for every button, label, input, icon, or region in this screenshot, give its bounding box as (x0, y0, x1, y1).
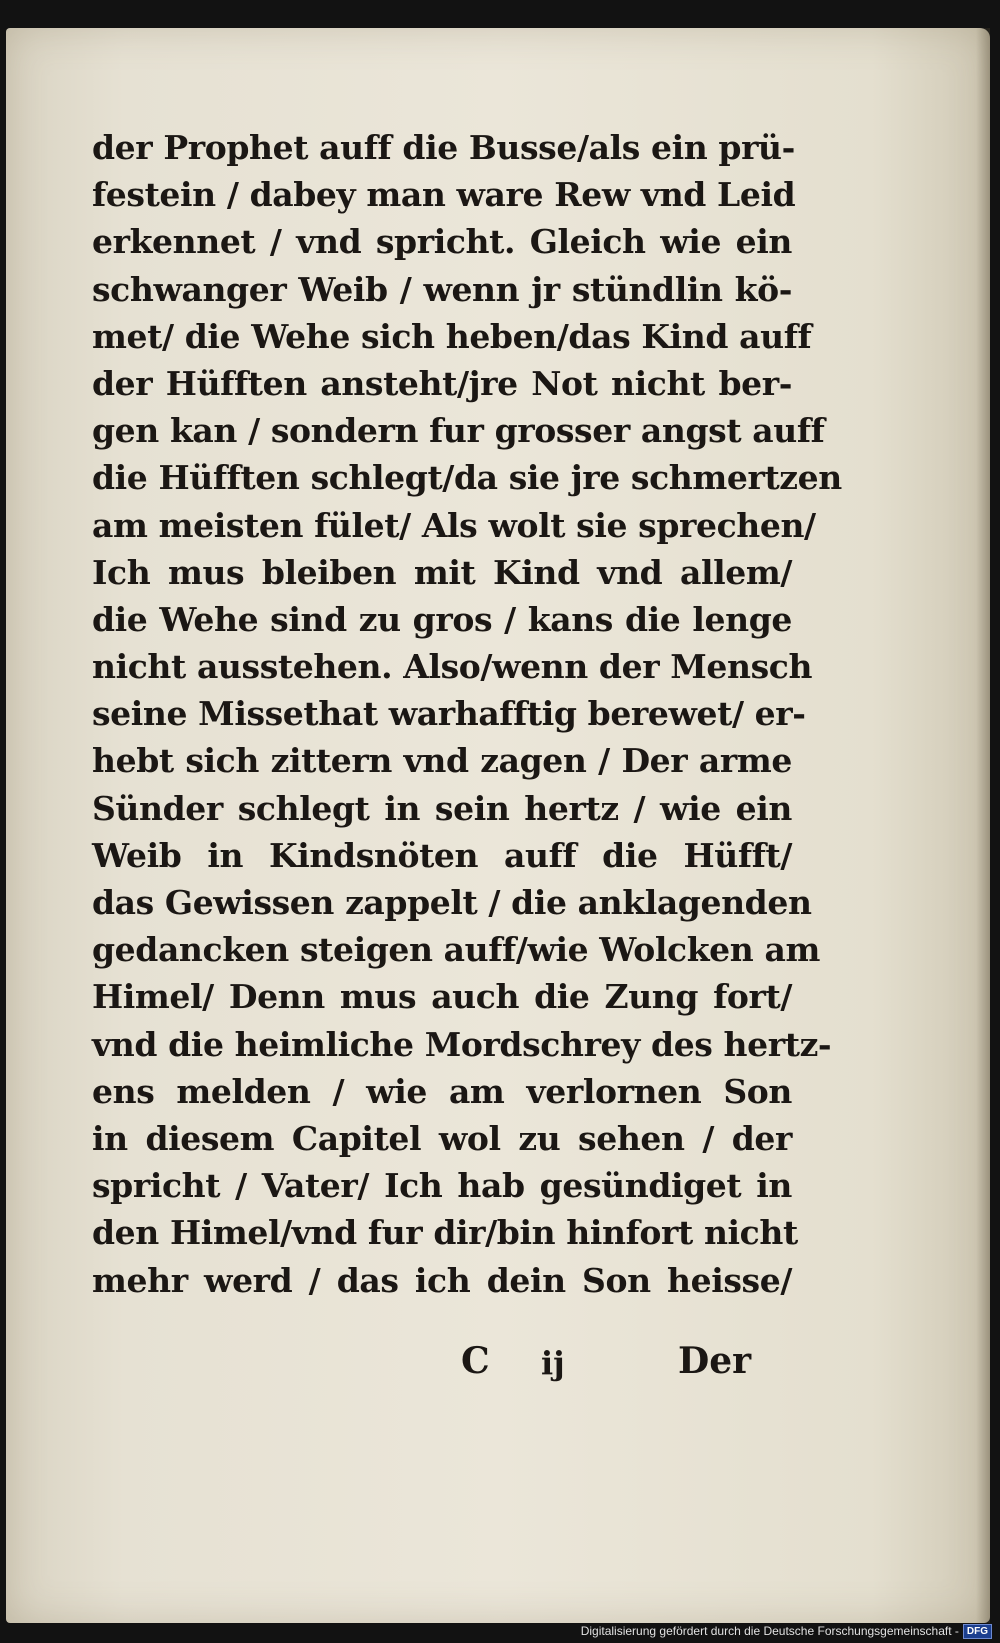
signature-line (6, 1340, 990, 1400)
text-line: schwanger Weib / wenn jr stündlin kö- (92, 269, 792, 309)
signature-mark: C (461, 1340, 490, 1382)
text-line: in diesem Capitel wol zu sehen / der (92, 1118, 792, 1158)
catchword: Der (678, 1340, 752, 1382)
text-line: seine Missethat warhafftig berewet/ er- (92, 694, 806, 734)
text-line: Ich mus bleiben mit Kind vnd allem/ (92, 552, 792, 592)
dfg-logo-icon: DFG (963, 1624, 992, 1639)
text-line: am meisten fület/ Als wolt sie sprechen/ (92, 505, 816, 545)
book-page (6, 28, 990, 1623)
signature-number: ij (541, 1344, 565, 1382)
text-line: met/ die Wehe sich heben/das Kind auff (92, 316, 812, 356)
text-line: ens melden / wie am verlornen Son (92, 1071, 792, 1111)
text-line: vnd die heimliche Mordschrey des hertz- (92, 1024, 832, 1064)
text-line: den Himel/vnd fur dir/bin hinfort nicht (92, 1213, 798, 1253)
digitization-footer (581, 1623, 992, 1639)
text-line: gedancken steigen auff/wie Wolcken am (92, 930, 820, 970)
text-line: die Wehe sind zu gros / kans die lenge (92, 599, 792, 639)
text-line: hebt sich zittern vnd zagen / Der arme (92, 741, 792, 781)
text-line: gen kan / sondern fur grosser angst auff (92, 411, 825, 451)
text-line: Himel/ Denn mus auch die Zung fort/ (92, 977, 792, 1017)
page-text-block (92, 124, 842, 1304)
text-line: nicht ausstehen. Also/wenn der Mensch (92, 647, 813, 687)
text-line: der Prophet auff die Busse/als ein prü- (92, 128, 795, 167)
text-line: Sünder schlegt in sein hertz / wie ein (92, 788, 792, 828)
text-line: Weib in Kindsnöten auff die Hüfft/ (92, 835, 792, 875)
text-line: die Hüfften schlegt/da sie jre schmertzen (92, 458, 842, 498)
text-line: mehr werd / das ich dein Son heisse/ (92, 1260, 792, 1300)
text-line: erkennet / vnd spricht. Gleich wie ein (92, 222, 792, 262)
text-line: spricht / Vater/ Ich hab gesündiget in (92, 1166, 792, 1206)
footer-credit: Digitalisierung gefördert durch die Deutsche Forschungsgemeinschaft - (580, 1624, 959, 1638)
text-line: der Hüfften ansteht/jre Not nicht ber- (92, 363, 792, 403)
text-line: festein / dabey man ware Rew vnd Leid (92, 175, 796, 215)
text-line: das Gewissen zappelt / die anklagenden (92, 883, 812, 922)
